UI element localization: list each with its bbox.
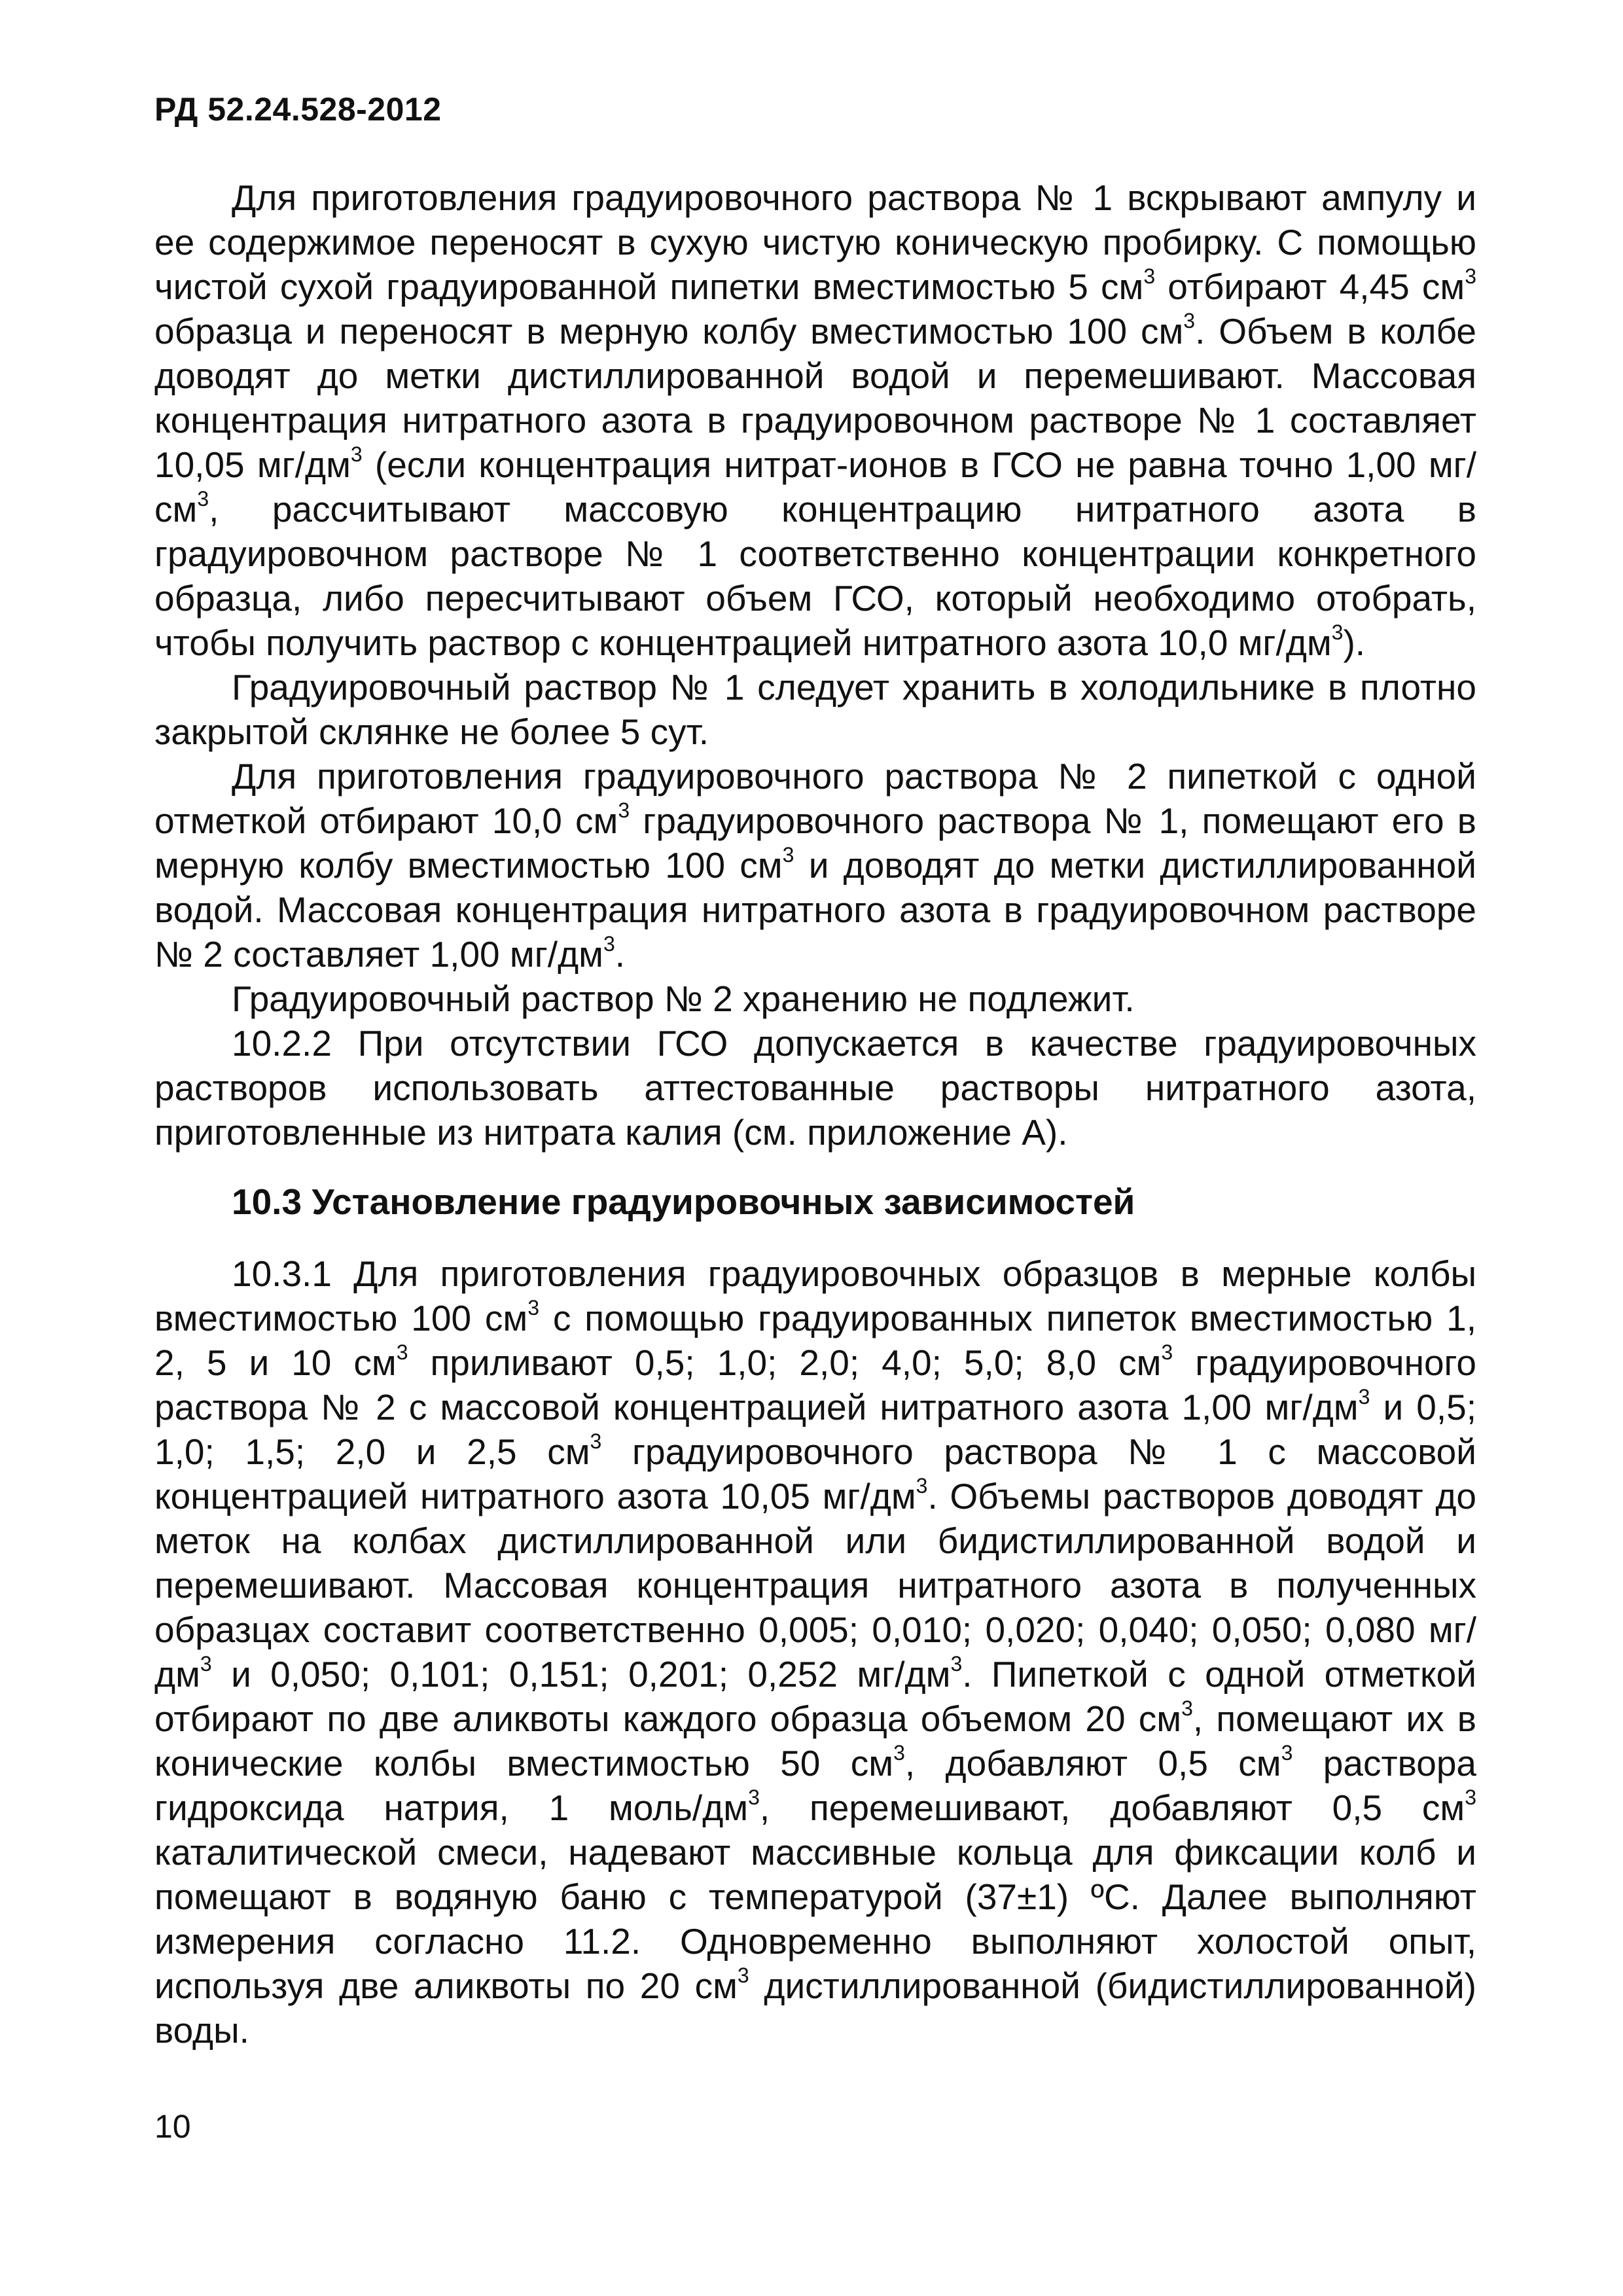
- paragraph-10-2-2: 10.2.2 При отсутствии ГСО допускается в качестве градуировочных растворов использовать аттестованные растворы нитратного азота, приготовленные из нитрата калия (см. приложение А).: [154, 1023, 1476, 1153]
- paragraph-solution-2-storage: Градуировочный раствор № 2 хранению не подлежит.: [232, 978, 1135, 1019]
- paragraph-solution-1-storage: Градуировочный раствор № 1 следует хранить в холодильнике в плотно закрытой склянке не более 5 сут.: [154, 667, 1476, 752]
- paragraph-10-3-1: 10.3.1 Для приготовления градуировочных образцов в мерные колбы вместимостью 100 $см^3$ с помощью градуированных пипеток вместимостью 1, 2, 5 и 10 $см^3$ приливают 0,5; 1,0; 2,0; 4,0; 5,0; 8,0 $см^3$ градуировочного раствора № 2 с массовой концентрацией нитратного азота 1,00 $мг/дм^3$ и 0,5; 1,0; 1,5; 2,0 и 2,5 $см^3$ градуировочного раствора № 1 с массовой концентрацией нитратного азота 10,05 $мг/дм^3$. Объемы растворов доводят до меток на колбах дистиллированной или бидистиллированной водой и перемешивают. Массовая концентрация нитратного азота в полученных образцах составит соответственно 0,005; 0,010; 0,020; 0,040; 0,050; 0,080 $мг/дм^3$ и 0,050; 0,101; 0,151; 0,201; 0,252 $мг/дм^3$. Пипеткой с одной отметкой отбирают по две аликвоты каждого образца объемом 20 $см^3$, помещают их в конические колбы вместимостью 50 $см^3$, добавляют 0,5 $см^3$ раствора гидроксида натрия, 1 моль/$дм^3$, перемешивают, добавляют 0,5 $см^3$ каталитической смеси, надевают массивные кольца для фиксации колб и помещают в водяную баню с температурой (37±1) ºС. Далее выполняют измерения согласно 11.2. Одновременно выполняют холостой опыт, используя две аликвоты по 20 $см^3$ дистиллированной (бидистиллированной) воды.: [154, 1253, 1477, 2051]
- document-code-header: РД 52.24.528-2012: [154, 91, 442, 128]
- paragraph-solution-2-preparation: Для приготовления градуировочного раствора № 2 пипеткой с одной отметкой отбирают 10,0 $см^3$ градуировочного раствора № 1, помещают его в мерную колбу вместимостью 100 $см^3$ и доводят до метки дистиллированной водой. Массовая концентрация нитратного азота в градуировочном растворе № 2 составляет 1,00 $мг/дм^3$.: [154, 756, 1477, 975]
- document-body: [154, 175, 1476, 2053]
- section-heading-10-3: 10.3 Установление градуировочных зависимостей: [232, 1181, 1135, 1222]
- paragraph-solution-1-preparation: Для приготовления градуировочного раствора № 1 вскрывают ампулу и ее содержимое переносят в сухую чистую коническую пробирку. С помощью чистой сухой градуированной пипетки вместимостью 5 $см^3$ отбирают 4,45 $см^3$ образца и переносят в мерную колбу вместимостью 100 $см^3$. Объем в колбе доводят до метки дистиллированной водой и перемешивают. Массовая концентрация нитратного азота в градуировочном растворе № 1 составляет 10,05 $мг/дм^3$ (если концентрация нитрат-ионов в ГСО не равна точно 1,00 $мг/см^3$, рассчитывают массовую концентрацию нитратного азота в градуировочном растворе № 1 соответственно концентрации конкретного образца, либо пересчитывают объем ГСО, который необходимо отобрать, чтобы получить раствор с концентрацией нитратного азота 10,0 $мг/дм^3$).: [154, 177, 1476, 663]
- page-number: 10: [154, 2108, 191, 2145]
